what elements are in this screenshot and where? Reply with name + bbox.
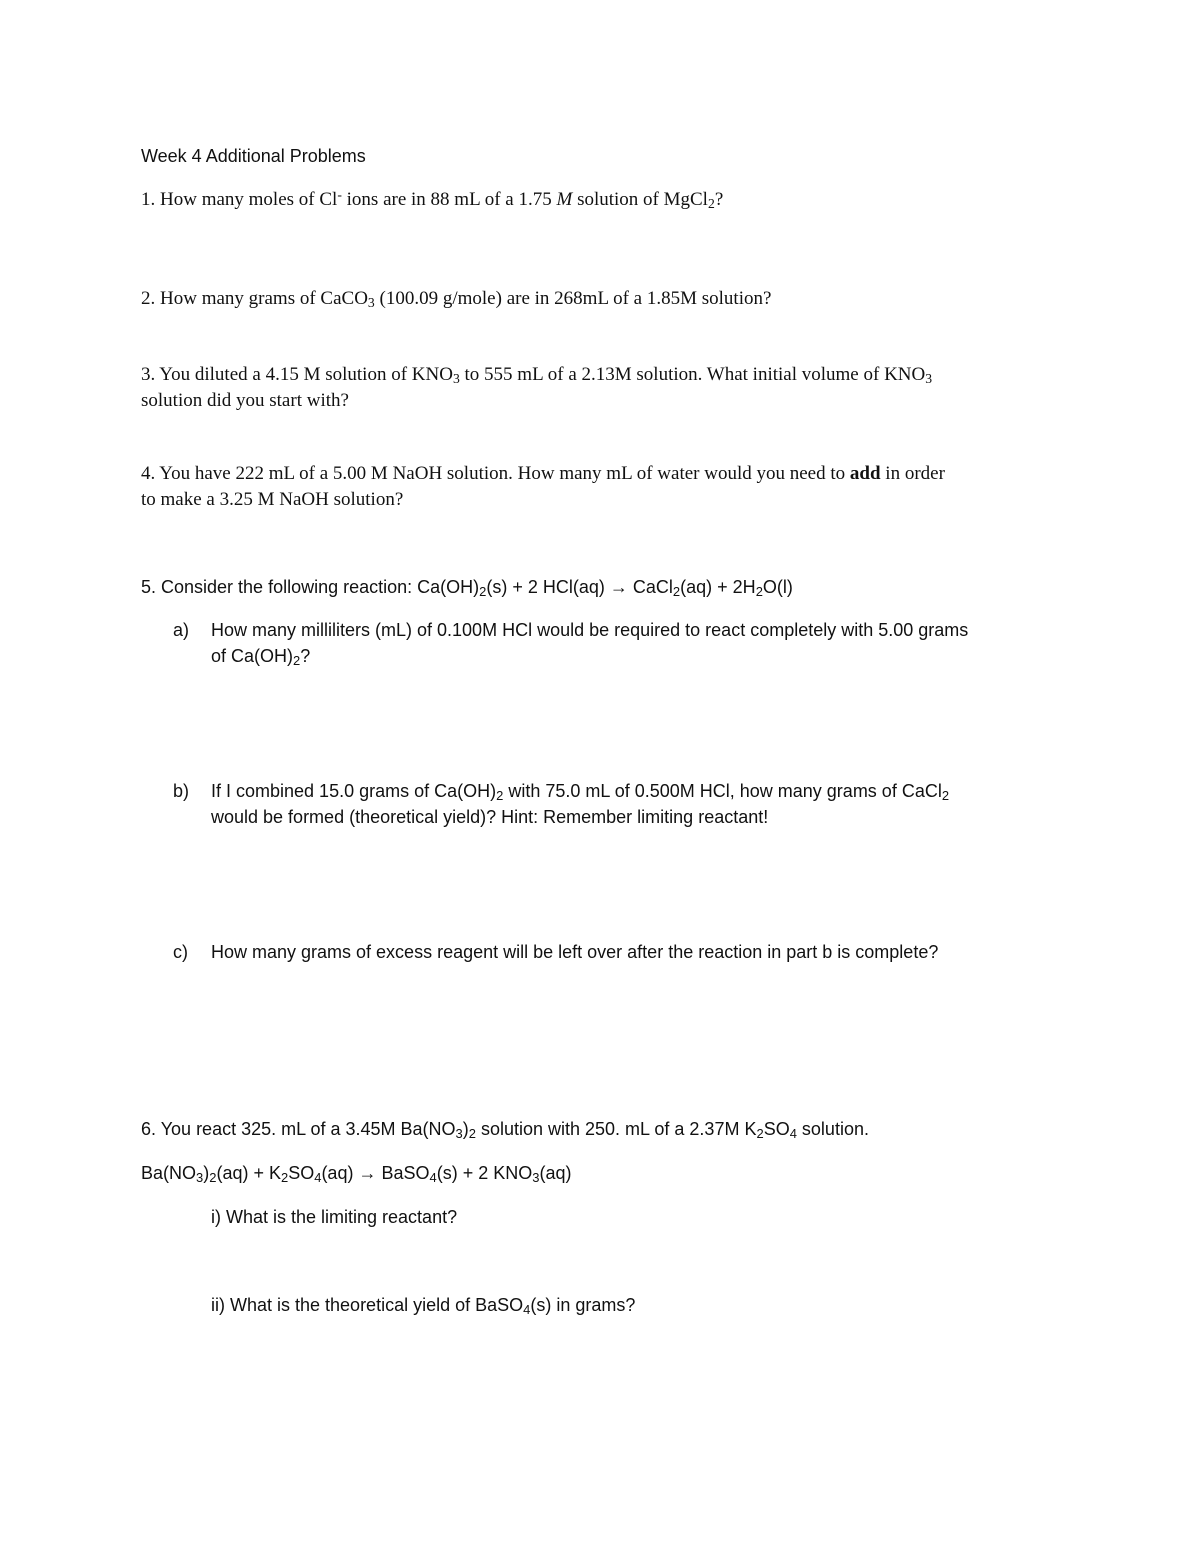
q1-text: ?	[714, 189, 724, 210]
eq-text: (aq)	[539, 1163, 572, 1183]
reaction-arrow-icon: →	[609, 577, 628, 597]
eq-subscript: 4	[314, 1169, 322, 1185]
q6i-text: i) What is the limiting reactant?	[211, 1207, 458, 1227]
eq-subscript: 2	[209, 1169, 217, 1185]
q6ii-text: (s) in grams?	[530, 1295, 636, 1315]
q6-part-i	[211, 1204, 457, 1230]
q6-subscript: 4	[789, 1125, 797, 1141]
q5a-line-2	[173, 643, 968, 669]
q4-text: 4. You have 222 mL of a 5.00 M NaOH solution. How many mL of water would you need to	[141, 463, 850, 484]
q5a-text: of Ca(OH)	[211, 646, 294, 666]
q3-line-2	[141, 388, 932, 414]
q5-text: (s) + 2 HCl(aq)	[486, 577, 610, 597]
eq-text: (s) + 2 KNO	[436, 1163, 533, 1183]
q4-emphasis: add	[849, 463, 881, 484]
q1-superscript: -	[337, 186, 342, 202]
q2-subscript: 3	[367, 295, 375, 310]
q5a-text: ?	[300, 646, 311, 666]
q5-subscript: 2	[672, 583, 681, 599]
q6ii-subscript: 4	[523, 1301, 531, 1317]
q6ii-text: ii) What is the theoretical yield of BaSO	[211, 1295, 524, 1315]
question-4	[141, 461, 945, 513]
q6-subscript: 2	[756, 1125, 764, 1141]
q3-subscript: 3	[452, 371, 460, 386]
q6-subscript: 3	[455, 1125, 463, 1141]
q6-part-ii	[211, 1292, 635, 1318]
q2-text: (100.09 g/mole) are in 268mL of a 1.85M solution?	[374, 288, 772, 309]
eq-subscript: 3	[196, 1169, 204, 1185]
q3-line-1	[141, 362, 932, 388]
q5a-label: a)	[173, 620, 190, 640]
q5-subscript: 2	[479, 583, 487, 599]
q6-text: solution.	[796, 1119, 869, 1139]
q1-text: ions are in 88 mL of a 1.75	[341, 189, 557, 210]
q6-text: SO	[763, 1119, 790, 1139]
eq-text: BaSO	[376, 1163, 430, 1183]
q4-text: to make a 3.25 M NaOH solution?	[141, 489, 404, 510]
q3-text: solution did you start with?	[141, 390, 349, 411]
q6-text: )	[462, 1119, 469, 1139]
q5a-text: How many milliliters (mL) of 0.100M HCl would be required to react completely with 5.00 grams	[211, 620, 969, 640]
question-5-part-a	[173, 617, 968, 669]
q5b-line-2	[173, 804, 949, 830]
question-2	[141, 286, 771, 312]
eq-text: )	[203, 1163, 210, 1183]
q3-text: 3. You diluted a 4.15 M solution of KNO	[141, 364, 453, 385]
q1-text: 1. How many moles of Cl	[141, 189, 338, 210]
question-5	[141, 574, 793, 600]
q5-text: O(l)	[762, 577, 793, 597]
q5c-label: c)	[173, 942, 188, 962]
q5b-text: would be formed (theoretical yield)? Hint: Remember limiting reactant!	[211, 807, 769, 827]
eq-text: (aq) + K	[216, 1163, 281, 1183]
eq-text: Ba(NO	[141, 1163, 197, 1183]
q1-text: solution of MgCl	[572, 189, 708, 210]
q4-text: in order	[880, 463, 945, 484]
q5-text: 5. Consider the following reaction: Ca(OH)	[141, 577, 480, 597]
q5b-text: with 75.0 mL of 0.500M HCl, how many grams of CaCl	[503, 781, 942, 801]
q6-text: 6. You react 325. mL of a 3.45M Ba(NO	[141, 1119, 456, 1139]
title-text: Week 4 Additional Problems	[141, 146, 366, 166]
q6-text: solution with 250. mL of a 2.37M K	[475, 1119, 757, 1139]
q3-subscript: 3	[925, 371, 933, 386]
eq-text: (aq)	[321, 1163, 359, 1183]
q5-text: (aq) + 2H	[680, 577, 756, 597]
q1-subscript: 2	[707, 196, 715, 211]
q6-equation	[141, 1160, 571, 1186]
q5b-label: b)	[173, 781, 190, 801]
q4-line-1	[141, 461, 945, 487]
eq-subscript: 3	[532, 1169, 540, 1185]
q3-text: to 555 mL of a 2.13M solution. What initial volume of KNO	[459, 364, 926, 385]
q5b-subscript: 2	[496, 787, 504, 803]
question-5-part-b	[173, 778, 949, 830]
q5a-line-1	[173, 617, 968, 643]
eq-subscript: 4	[429, 1169, 437, 1185]
reaction-arrow-icon: →	[358, 1163, 377, 1183]
q5c-text: How many grams of excess reagent will be left over after the reaction in part b is complete?	[211, 942, 939, 962]
question-1	[141, 187, 723, 213]
q1-molarity-unit: M	[556, 189, 573, 210]
q5-subscript: 2	[755, 583, 763, 599]
page-title	[141, 143, 366, 169]
q6-subscript: 2	[468, 1125, 476, 1141]
q5b-text: If I combined 15.0 grams of Ca(OH)	[211, 781, 497, 801]
question-5-part-c	[173, 939, 938, 965]
q5-text: CaCl	[627, 577, 673, 597]
q5b-line-1	[173, 778, 949, 804]
eq-text: SO	[288, 1163, 315, 1183]
eq-subscript: 2	[280, 1169, 289, 1185]
question-3	[141, 362, 932, 414]
q4-line-2	[141, 487, 945, 513]
q5b-subscript: 2	[941, 787, 950, 803]
q2-text: 2. How many grams of CaCO	[141, 288, 368, 309]
q5a-subscript: 2	[293, 652, 301, 668]
question-6	[141, 1116, 869, 1142]
